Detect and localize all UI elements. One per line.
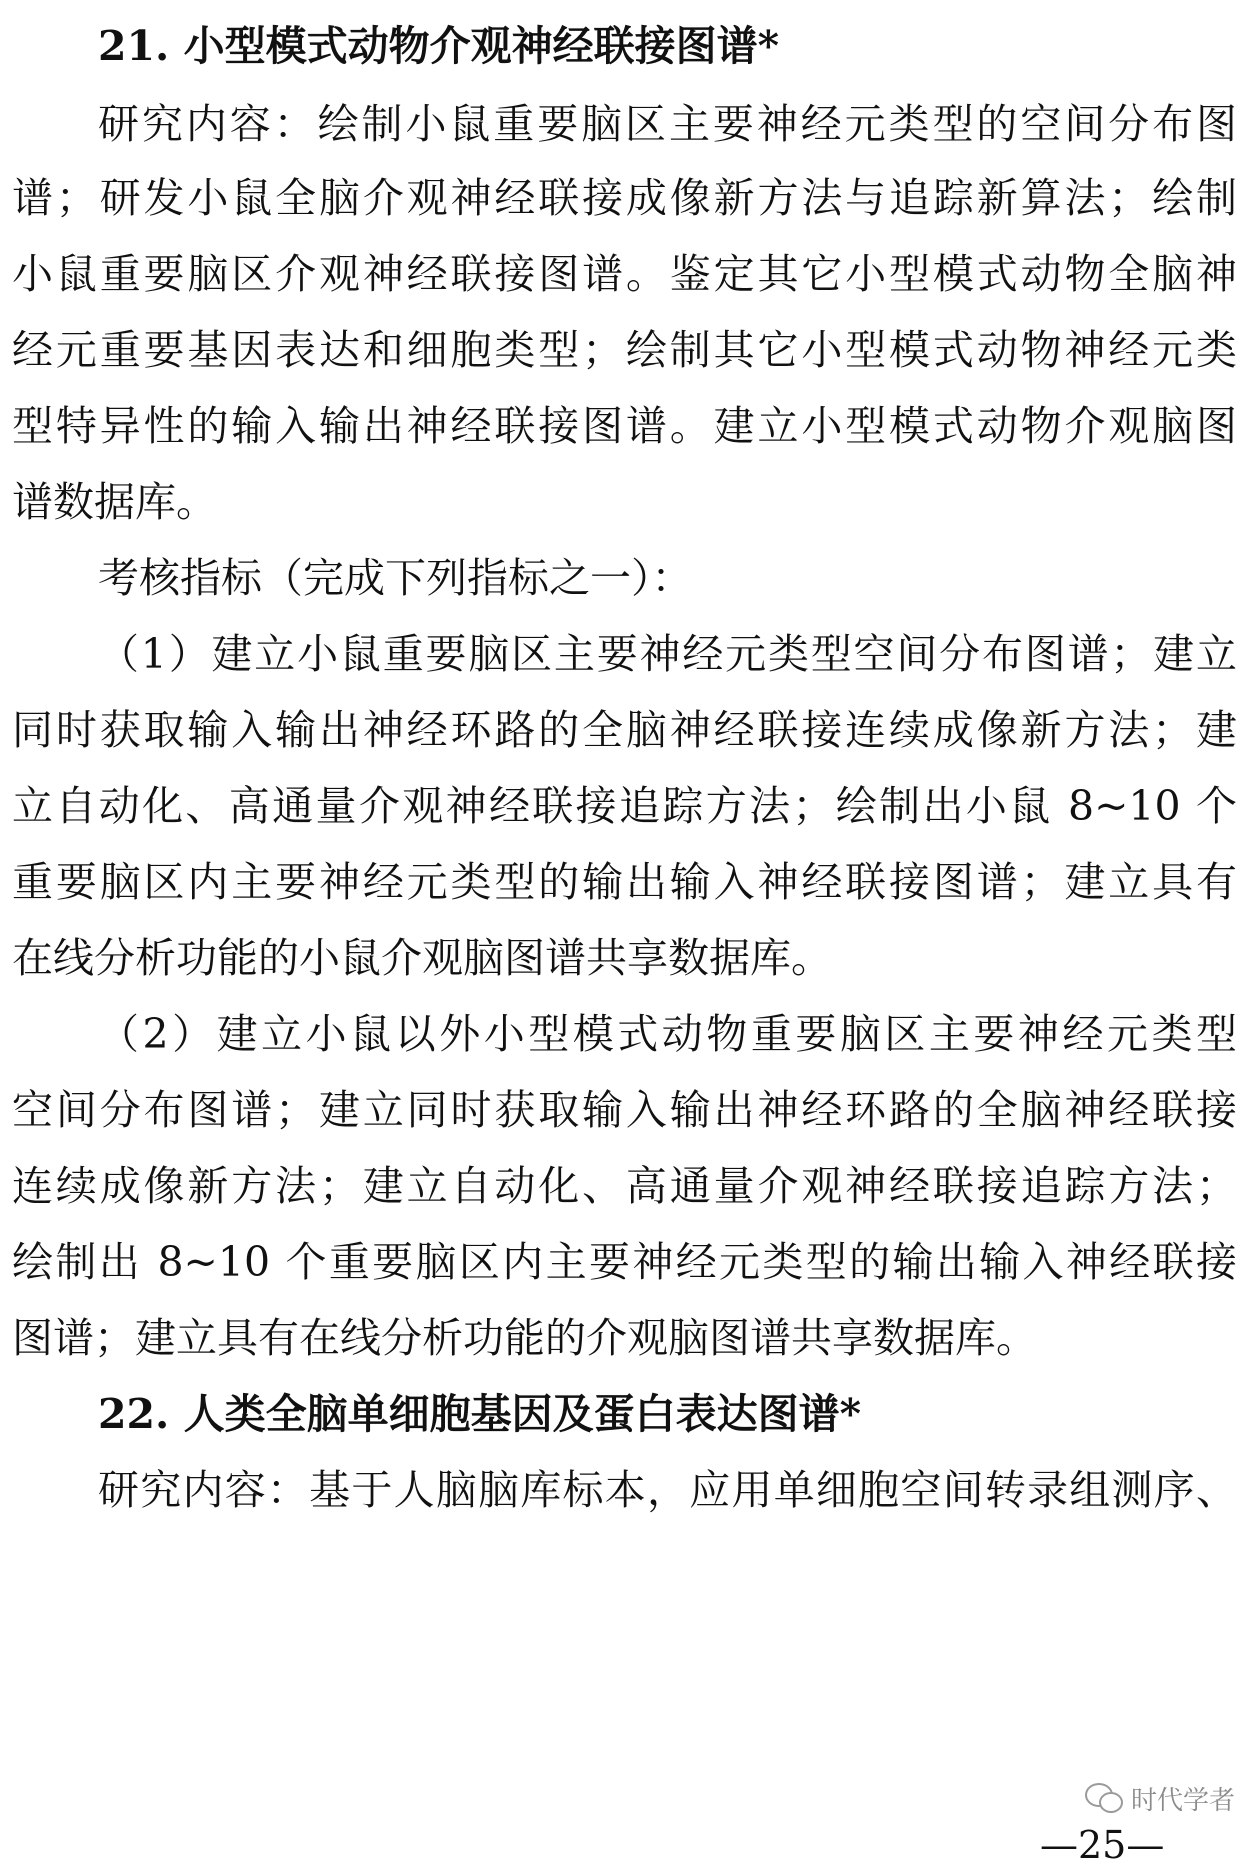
watermark-text: 时代学者 [1130, 1785, 1235, 1816]
section-21-research-line-1: 研究内容：绘制小鼠重要脑区主要神经元类型的空间分布图 [98, 100, 1237, 148]
indicator-2-line-1: （2）建立小鼠以外小型模式动物重要脑区主要神经元类型 [98, 1010, 1237, 1058]
indicator-1-line-2: 同时获取输入输出神经环路的全脑神经联接连续成像新方法；建 [12, 706, 1237, 754]
indicator-2-line-2: 空间分布图谱；建立同时获取输入输出神经环路的全脑神经联接 [12, 1086, 1237, 1134]
section-21-research-line-6: 谱数据库。 [12, 478, 217, 526]
indicator-2-line-3: 连续成像新方法；建立自动化、高通量介观神经联接追踪方法； [12, 1162, 1237, 1210]
section-21-research-line-2: 谱；研发小鼠全脑介观神经联接成像新方法与追踪新算法；绘制 [12, 174, 1237, 222]
watermark [1085, 1778, 1235, 1818]
indicator-1-line-4: 重要脑区内主要神经元类型的输出输入神经联接图谱；建立具有 [12, 858, 1237, 906]
section-21-research-line-3: 小鼠重要脑区介观神经联接图谱。鉴定其它小型模式动物全脑神 [12, 250, 1237, 298]
page-number: —25— [1040, 1823, 1165, 1867]
section-22-research-line-1: 研究内容：基于人脑脑库标本，应用单细胞空间转录组测序、 [98, 1466, 1237, 1514]
indicator-2-line-4: 绘制出 8~10 个重要脑区内主要神经元类型的输出输入神经联接 [12, 1238, 1237, 1286]
section-21-research-line-5: 型特异性的输入输出神经联接图谱。建立小型模式动物介观脑图 [12, 402, 1237, 450]
indicator-1-line-3: 立自动化、高通量介观神经联接追踪方法；绘制出小鼠 8~10 个 [12, 782, 1237, 830]
section-22-heading: 22. 人类全脑单细胞基因及蛋白表达图谱* [98, 1390, 862, 1438]
indicator-1-line-1: （1）建立小鼠重要脑区主要神经元类型空间分布图谱；建立 [98, 630, 1237, 678]
wechat-icon [1085, 1783, 1123, 1813]
section-21-indicator-intro: 考核指标（完成下列指标之一）： [98, 554, 693, 602]
section-21-heading: 21. 小型模式动物介观神经联接图谱* [98, 22, 780, 70]
indicator-2-line-5: 图谱；建立具有在线分析功能的介观脑图谱共享数据库。 [12, 1314, 1037, 1362]
section-21-research-line-4: 经元重要基因表达和细胞类型；绘制其它小型模式动物神经元类 [12, 326, 1237, 374]
indicator-1-line-5: 在线分析功能的小鼠介观脑图谱共享数据库。 [12, 934, 832, 982]
